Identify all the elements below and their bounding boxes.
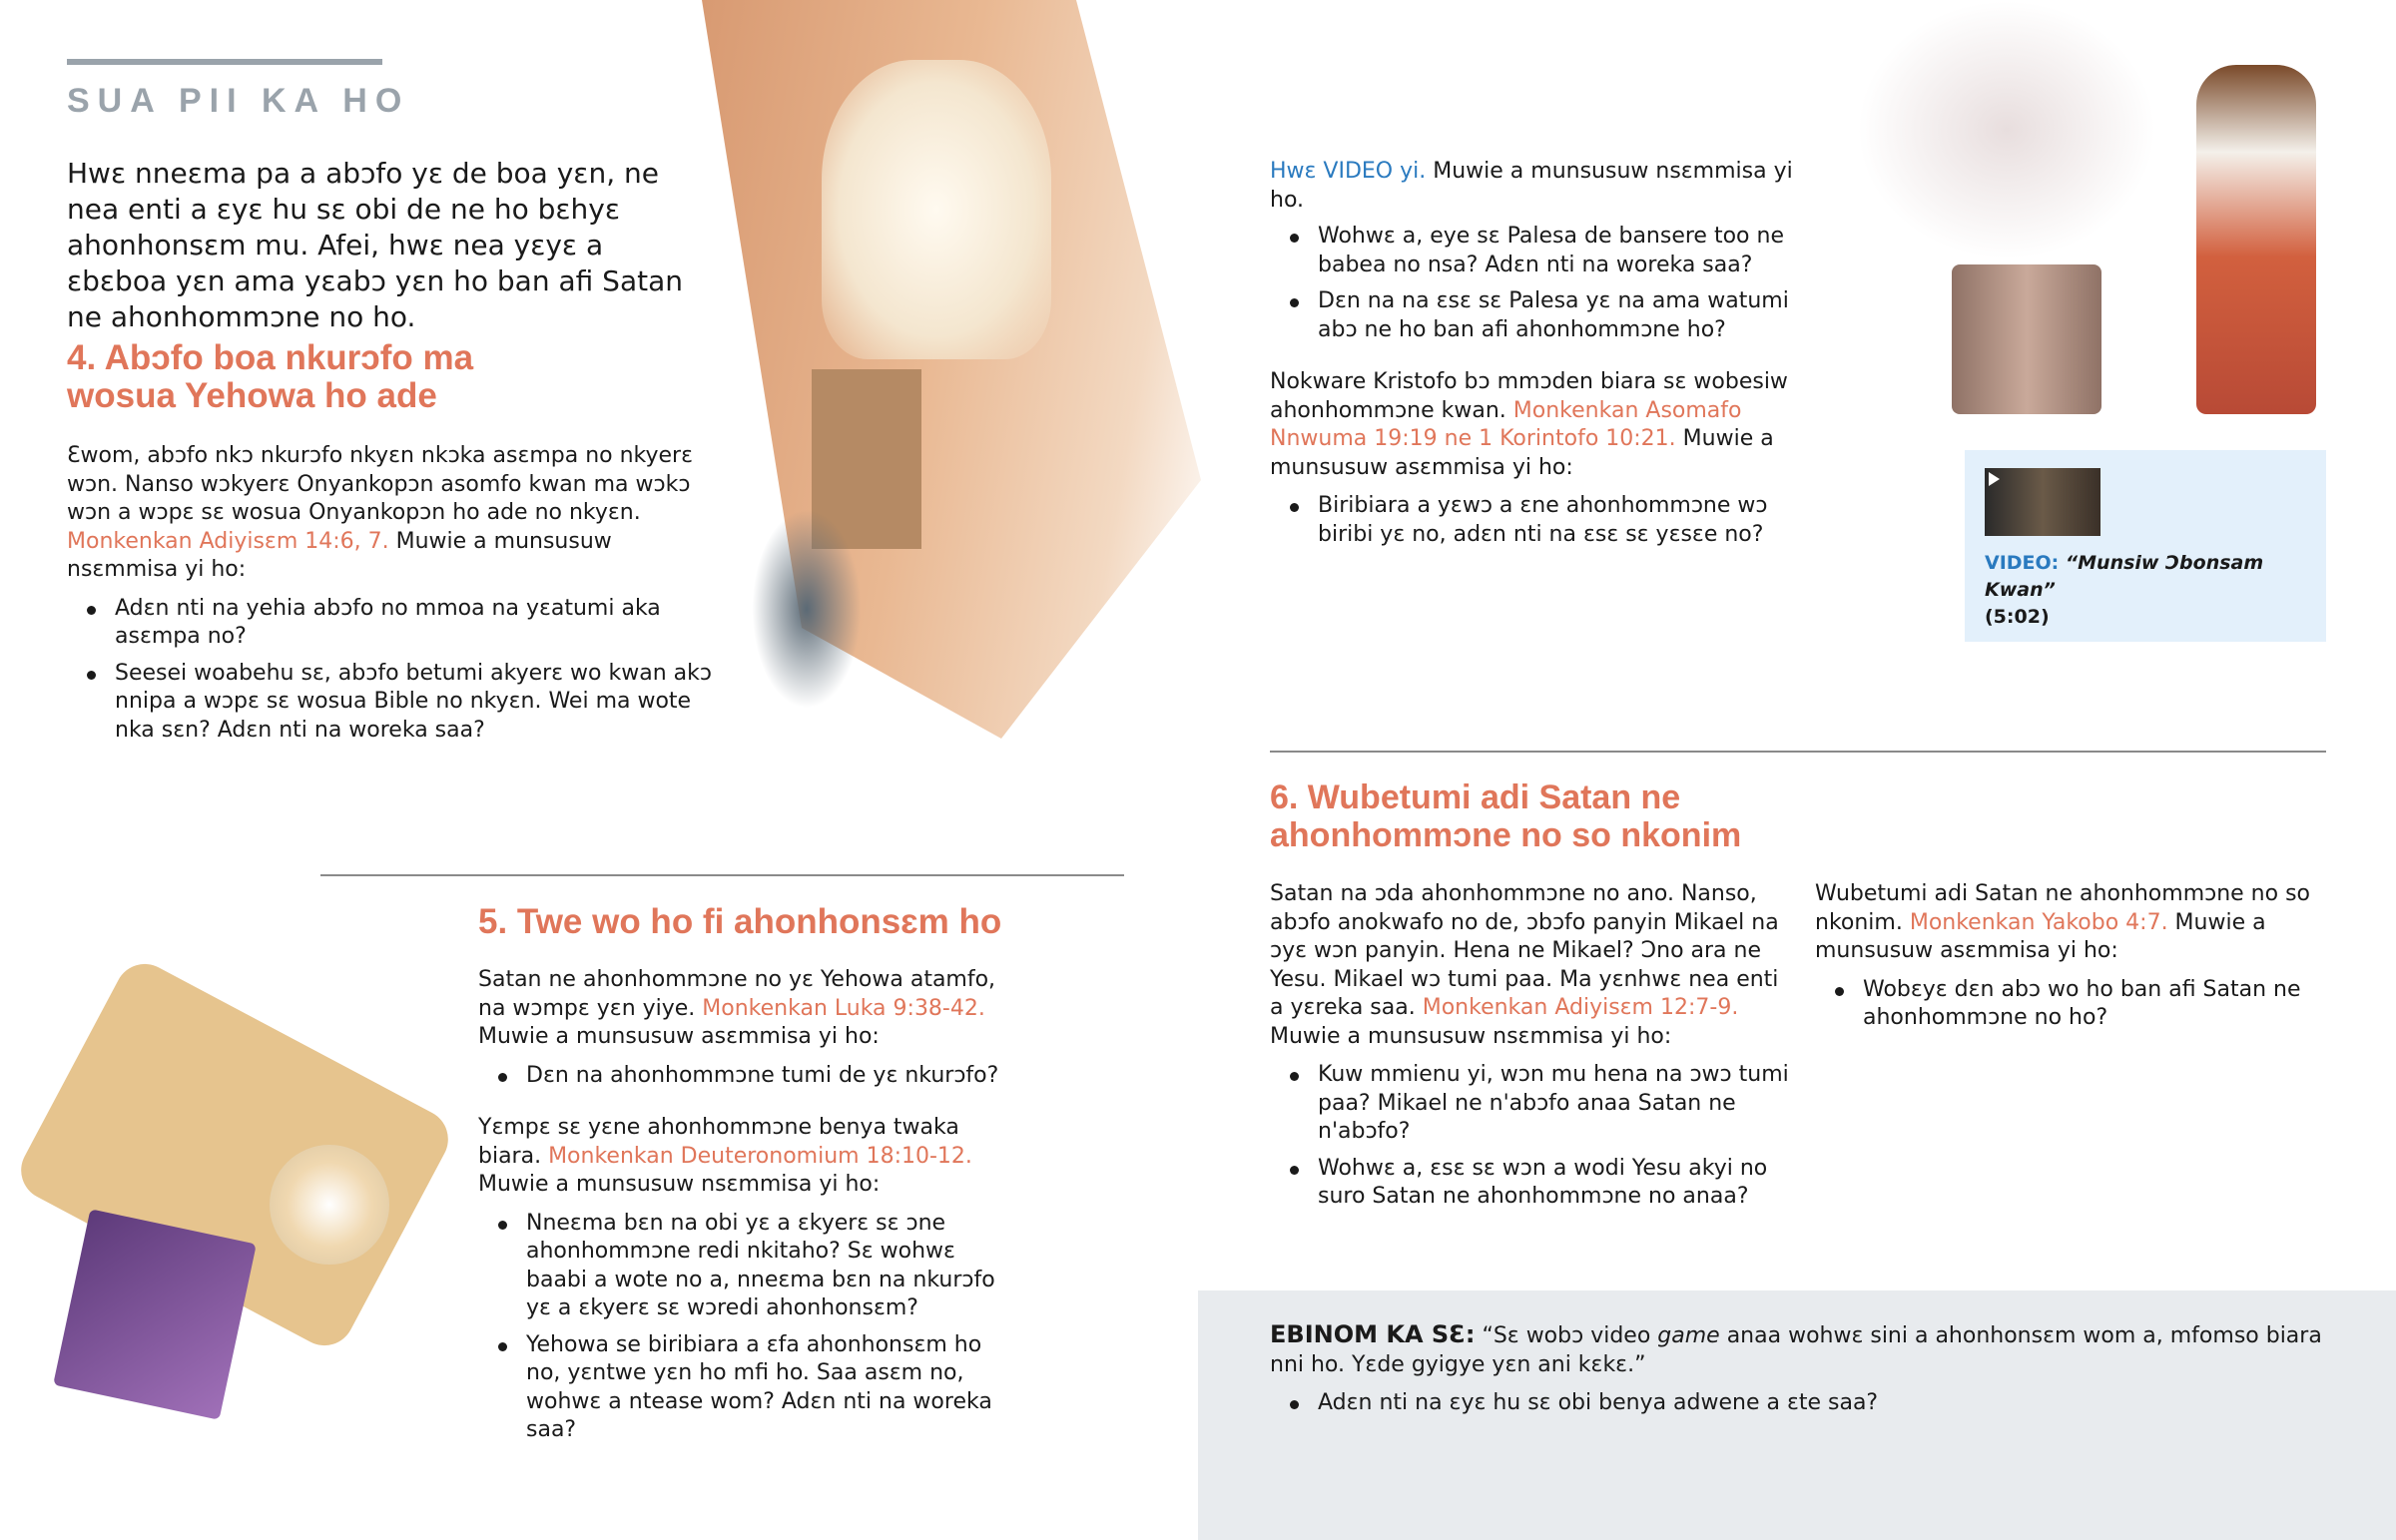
text: Satan ne ahonhommɔne no yɛ Yehowa atamfo, na wɔmpɛ yɛn yiye. [478,967,996,1021]
text: Muwie a munsusuw nsɛmmisa yi ho: [1270,1023,1672,1049]
kicker: SUA PII KA HO [67,82,410,120]
text: Nokware Kristofo bɔ mmɔden biara sɛ wobesiw ahonhommɔne kwan. [1270,369,1788,423]
text: Muwie a munsusuw asɛmmisa yi ho: [1270,426,1774,480]
occult-items-illustration [30,855,459,1444]
book [53,1209,257,1419]
section-6-col-2 [1815,880,2314,1033]
text: Ɛwom, abɔfo nkɔ nkurɔfo nkyɛn nkɔka asɛmpa no nkyerɛ wɔn. Nanso wɔkyerɛ Onyankopɔn asomfo kwan ma wɔkɔ wɔn a wɔpɛ sɛ wosua Onyankopɔn ho ade no nkyɛn. [67,443,693,525]
text: Muwie a munsusuw asɛmmisa yi ho: [478,1024,880,1049]
question: Adɛn nti na yehia abɔfo no mmoa na yɛatumi aka asɛmpa no? [67,595,716,652]
video-label: VIDEO: [1985,552,2060,574]
question: Dɛn na ahonhommɔne tumi de yɛ nkurɔfo? [478,1062,1017,1091]
angel-house-illustration [672,0,1231,778]
scripture-link[interactable]: Monkenkan Luka 9:38-42. [702,995,985,1021]
text: anaa wohwɛ sini a ahonhonsɛm wom a, mfomso biara nni ho. Yɛde gyigye yɛn ani kɛkɛ.” [1270,1323,2322,1377]
section-5-title: 5. Twe wo ho fi ahonhonsɛm ho [478,902,1002,941]
video-duration: (5:02) [1985,606,2050,628]
video-thumbnail[interactable] [1985,468,2100,536]
text: Muwie a munsusuw nsɛmmisa yi ho. [1270,159,1793,213]
video-section [1270,158,1809,549]
video-title[interactable]: “Munsiw Ɔbonsam Kwan” [1985,552,2264,601]
play-icon[interactable] [1989,472,2000,486]
text: Yɛmpɛ sɛ yɛne ahonhommɔne benya twaka biara. [478,1115,959,1169]
scripture-link[interactable]: Monkenkan Asomafo Nnwuma 19:19 ne 1 Korintofo 10:21. [1270,397,1742,451]
crystal-ball [270,1145,389,1265]
question: Wobɛyɛ dɛn abɔ wo ho ban afi Satan ne ahonhommɔne no ho? [1815,976,2314,1033]
callout-box [1198,1290,2396,1540]
section-4-body [67,442,716,745]
divider [1270,751,2326,753]
text: Satan na ɔda ahonhommɔne no ano. Nanso, abɔfo anokwafo no de, ɔbɔfo panyin Mikael na ɔyɛ wɔn panyin. Hena ne Mikael? Ɔno ara ne Yesu. Mikael wɔ tumi paa. Ma yɛnhwɛ nea enti a yɛreka saa. [1270,881,1779,1020]
scripture-link[interactable]: Monkenkan Adiyisɛm 14:6, 7. [67,528,389,554]
text: “Sɛ wobɔ video [1475,1323,1658,1348]
text: game [1657,1323,1720,1348]
fire-barrel [1952,264,2101,414]
woman [2196,65,2316,414]
intro: Hwɛ nneɛma pa a abɔfo yɛ de boa yɛn, ne nea enti a ɛyɛ hu sɛ obi de ne ho bɛhyɛ ahonhonsɛm mu. Afei, hwɛ nea yɛyɛ a ɛbɛboa yɛn ama yɛabɔ yɛn ho ban afi Satan ne ahonhommɔne no ho. [67,157,683,333]
section-5-body [478,966,1017,1445]
scripture-link[interactable]: Monkenkan Deuteronomium 18:10-12. [548,1143,972,1169]
question: Yehowa se biribiara a ɛfa ahonhonsɛm ho no, yɛntwe yɛn ho mfi ho. Saa asɛm no, wohwɛ a ntease wom? Adɛn nti na woreka saa? [478,1331,1017,1445]
scripture-link[interactable]: Monkenkan Yakobo 4:7. [1909,909,2168,935]
angel [822,60,1051,359]
text: Wubetumi adi Satan ne ahonhommɔne no so nkonim. [1815,881,2310,935]
section-6-title: 6. Wubetumi adi Satan ne ahonhommɔne no so nkonim [1270,778,1742,854]
kicker-bar [67,59,382,65]
question: Wohwɛ a, eye sɛ Palesa de bansere too ne babea no nsa? Adɛn nti na woreka saa? [1270,223,1809,279]
question: Seesei woabehu sɛ, abɔfo betumi akyerɛ wo kwan akɔ nnipa a wɔpɛ sɛ wosua Bible no nkyɛn. Wei ma wote nka sɛn? Adɛn nti na woreka saa? [67,660,716,746]
section-6-col-1 [1270,880,1789,1212]
people [752,509,862,709]
text: Muwie a munsusuw nsɛmmisa yi ho: [67,528,612,582]
video-box[interactable] [1965,450,2326,642]
text: Muwie a munsusuw nsɛmmisa yi ho: [478,1172,881,1197]
smoke [1857,0,2156,259]
question: Nneɛma bɛn na obi yɛ a ɛkyerɛ sɛ ɔne ahonhommɔne redi nkitaho? Sɛ wohwɛ baabi a wote no a, nneɛma bɛn na nkurɔfo yɛ a ɛkyerɛ sɛ wɔredi ahonhonsɛm? [478,1210,1017,1323]
video-link[interactable]: Hwɛ VIDEO yi. [1270,159,1427,184]
callout-label: EBINOM KA SƐ: [1270,1320,1476,1348]
question: Wohwɛ a, ɛsɛ sɛ wɔn a wodi Yesu akyi no suro Satan ne ahonhommɔne no anaa? [1270,1155,1789,1212]
text: Muwie a munsusuw asɛmmisa yi ho: [1815,909,2266,963]
scripture-link[interactable]: Monkenkan Adiyisɛm 12:7-9. [1422,995,1739,1020]
question: Adɛn nti na ɛyɛ hu sɛ obi benya adwene a ɛte saa? [1270,1389,2328,1418]
question: Kuw mmienu yi, wɔn mu hena na ɔwɔ tumi paa? Mikael ne n'abɔfo anaa Satan ne n'abɔfo? [1270,1061,1789,1147]
question: Biribiara a yɛwɔ a ɛne ahonhommɔne wɔ biribi yɛ no, adɛn nti na ɛsɛ sɛ yɛsɛe no? [1270,492,1809,549]
question: Dɛn na na ɛsɛ sɛ Palesa yɛ na ama watumi abɔ ne ho ban afi ahonhommɔne ho? [1270,287,1809,344]
section-4-title: 4. Abɔfo boa nkurɔfo ma wosua Yehowa ho ade [67,338,474,415]
woman-burning-items-illustration [1857,0,2336,419]
